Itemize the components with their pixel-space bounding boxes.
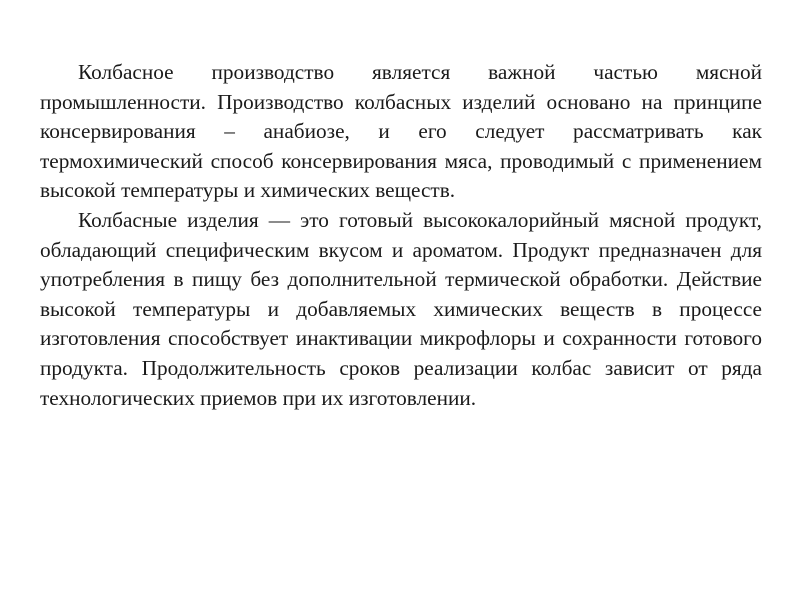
body-text [40,58,762,413]
paragraph-sausage-products: Колбасные изделия — это готовый высококалорийный мясной продукт, обладающий специфическим вкусом и ароматом. Продукт предназначен для употребления в пищу без дополнительной термической обработки. Действие высокой температуры и добавляемых химических веществ в процессе изготовления способствует инактивации микрофлоры и сохранности готового продукта. Продолжительность сроков реализации колбас зависит от ряда технологических приемов при их изготовлении. [40,207,762,410]
paragraph-production-overview: Колбасное производство является важной частью мясной промышленности. Производство колбасных изделий основано на принципе консервирования – анабиозе, и его следует рассматривать как термохимический способ консервирования мяса, проводимый с применением высокой температуры и химических веществ. [40,60,762,203]
